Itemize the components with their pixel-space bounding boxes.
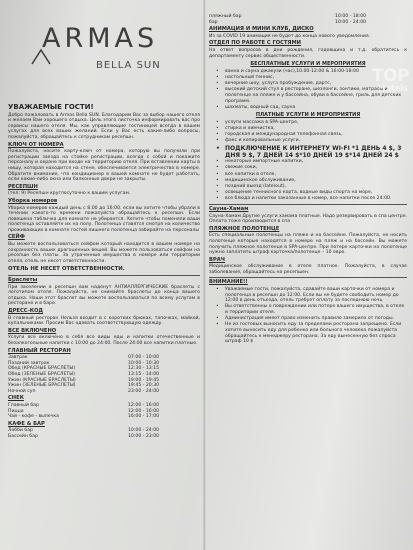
greeting-heading: УВАЖАЕМЫЕ ГОСТИ!	[8, 103, 94, 111]
table-row	[8, 414, 200, 420]
row-name: Поздний завтрак	[8, 360, 50, 366]
list-item: • шахматы, водный сад, сауна	[209, 105, 407, 111]
row-time: 19:45 - 20:30	[128, 383, 160, 389]
safe-text: Вы можете воспользоваться сейфом который находится в вашем номере на сохранность ваших драгоценных вещей. Вы можете пользоваться сейфом на ресепшн без платы. За утраченные имущества в номере или территории отеля, отель не несет ответственности.	[8, 242, 200, 264]
doctor-heading: ВРАЧ	[209, 256, 225, 263]
snack-heading: СНЕК	[8, 395, 24, 402]
list-item: • свежие соки,	[209, 165, 407, 171]
cafe-heading: КАФЕ & БАР	[8, 420, 45, 427]
table-row	[8, 389, 200, 395]
snack-table	[8, 403, 200, 420]
list-item: • Вы ответственны о повреждении или потере вашего имущества, в отеле и территории отеля.	[209, 304, 407, 315]
row-time: 10:00 - 23:00	[128, 433, 160, 439]
row-name: Бассейн бар	[8, 433, 38, 439]
row-name: Обед (КРАСНЫЕ БРАСЛЕТЫ)	[8, 366, 76, 372]
list-item: • стирка и химчистка,	[209, 126, 407, 132]
key-heading: КЛЮЧ ОТ НОМЕРА	[8, 141, 64, 148]
bar-hours-table	[209, 14, 407, 25]
sauna-heading: Сауна-Хамам	[209, 205, 249, 212]
row-name: Пицца	[8, 408, 24, 414]
row-name: пляжный бар	[209, 14, 242, 19]
row-name: Ночной суп	[8, 388, 36, 394]
cleaning-text: Уборка номеров каждый день с 8.00 до 16:00. если вы хотите чтобы убрали в течении какого-то времени пожалуйста обращайтесь к ресепшн. Если повешена табличка для комнате не убирается. Хотите чтобы поменяли ваши полотенца оставляйте их на полу. Полотенца ставятся смотря на количество проживающих в комнате гостей лишнего полотенца забирайте на персоналы	[8, 205, 200, 233]
cleaning-heading: Уборка номеров	[8, 197, 58, 204]
table-row	[8, 434, 200, 440]
wifi-item: • ПОДКЛЮЧЕНИЕ К ИНТЕРНЕТУ WI-FI *1 ДЕНЬ 4 $, 3 ДНЯ 9 $, 7 ДНЕЙ 14 $*10 ДНЕЙ 19 $*14 ДНЕЙ 24 $	[209, 145, 407, 159]
safe-heading: СЕЙФ	[8, 234, 25, 241]
divider	[8, 275, 200, 276]
guest-relations-heading: ОТДЕЛ ПО РАБОТЕ С ГОСТЯМИ	[209, 40, 302, 47]
free-services-heading: БЕСПЛАТНЫЕ УСЛУГИ И МЕРОПРИЯТИЯ	[250, 61, 366, 68]
row-name: Обед (ЗЕЛЕНЫЕ БРАСЛЕТЫ)	[8, 371, 76, 377]
watermark-line1: TOP	[371, 66, 409, 86]
list-item: • Не из гостевых выносить еду за пределами ресторана запрещено. Если хотите выносить еду для ребенка или больного человека пожалуйста обращайтесь к менеджеру ресторана. За еду вынесенную без спроса штраф 10 $	[209, 322, 407, 344]
all-inclusive-heading: ВСЕ ВКЛЮЧЕНО	[8, 327, 57, 334]
towel-text: Есть специальные полотенцы на пляже и на бассейне. Пожалуйста, не носить полотенце которые находятся в номере на пляж и на бассейн. Вы можете получить пляжное полотенце в SPA-центре. При потере карточки на полотенце нужно заплатить штраф карточка/полотенце – 10 евро.	[209, 233, 407, 256]
list-item: • факс и копировальные услуги,	[209, 138, 407, 144]
restaurant-table	[8, 355, 200, 394]
list-item: • ванна и сауна джакузи (час),10.00-12:00 & 16:00-18:00	[209, 69, 407, 75]
list-item: • высокий детский стул в ресторане, шезлонги, зонтики, матрасы и полотенце на пляже и у бассейна, обуви в бассейне, гриль для детских программ.	[209, 87, 407, 104]
guest-relations-text: На ответ вопросов в дни рождения, годовщина и т.д. обратитесь к департаменту сервис общественности.	[209, 47, 407, 59]
row-time: 19:00 - 19:45	[128, 377, 160, 383]
row-time: 12:00 - 16:00	[128, 408, 160, 414]
list-item: • все напитки в отеле,	[209, 172, 407, 178]
all-inclusive-text: Услуги все включено в себя все виды еды и напитки отечественные и безалкогольные напитки с 10:00 до 24:00. После 24:00 все напитки платные.	[8, 335, 200, 346]
row-time: 10:00 - 18:00	[335, 14, 367, 19]
row-name: Завтрак	[8, 355, 28, 361]
row-name: Ужин (ЗЕЛЕНЫЕ БРАСЛЕТЫ)	[8, 383, 76, 389]
row-time: 12:30 - 13:15	[128, 366, 160, 372]
table-row	[209, 20, 407, 26]
list-item: • медицинское обслуживание,	[209, 178, 407, 184]
left-content	[8, 105, 200, 439]
row-time: 12:00 - 16:00	[128, 402, 160, 408]
logo-sub-text: BELLA SUN	[96, 60, 161, 71]
right-content	[209, 14, 407, 345]
key-text: Пожалуйста, носите карту-ключ от номера, которую вы получили при регистрации заезда на стойке регистрации, всегда с собой и покажите персоналу и охране при входе на территорию отеля. При вставлении карты в нишу, которая находится на стене, обеспечивается электричество в номере. Обратите внимание, что кондиционер в вашей комнате не будет работать, если какие-либо окна или балконные двери не закрыты.	[8, 149, 200, 183]
dress-text: В главный ресторан Нельзя входит в с коротких брюках, тапочках, майкой, купальниками. Просим Вас одевать соответствующую одежду.	[8, 315, 200, 327]
list-item: • вечерние шоу, услуга пробуждение, дартс,	[209, 81, 407, 87]
animation-heading: АНИМАЦИЯ И МИНИ КЛУБ, ДИСКО	[209, 26, 314, 33]
list-item: • Администрация имеет право изменить правило замерило от погоды.	[209, 316, 407, 322]
list-item: • освещение теннисного корта, водные виды спорта на море,	[209, 190, 407, 196]
reception-text: (тел: 9) Ресепшн круглосуточно к вашим услугам.	[8, 191, 131, 197]
list-item: • городская и международная телефонная связь,	[209, 132, 407, 138]
row-name: бар	[209, 19, 218, 25]
sauna-text: Сауна-Хамам Другие услуги хамама платные. Надо резервировать в спа центре. Оплата тоже производится в спа	[209, 213, 407, 225]
cafe-table	[8, 428, 200, 439]
row-time: 10:00 - 24:00	[128, 428, 160, 434]
divider	[209, 204, 407, 205]
row-time: 13:15 - 14:00	[128, 371, 160, 377]
reception-heading: РЕСЕПШН	[8, 183, 38, 190]
row-name: Лобби бар	[8, 428, 33, 434]
row-name: Ужин (КРАСНЫЕ БРАСЛЕТЫ)	[8, 377, 76, 383]
liability-heading: ОТЕЛЬ НЕ НЕСЕТ ОТВЕТСТВЕННОСТИ.	[8, 266, 125, 273]
logo-main-text: ARMAS	[42, 23, 159, 54]
towel-heading: ПЛЯЖНОЕ ПОЛОТЕНЦЕ	[209, 225, 280, 232]
restaurant-heading: ГЛАВНЫЙ РЕСТОРАН	[8, 347, 71, 354]
row-time: 23:00 - 24:00	[128, 388, 160, 394]
list-item: • Уважаемые гости, пожалуйста, сдавайте ваши карточки от номера и полотенца в ресепшн до 12:00. Если вы не будете свободить номер до 12:00 в день отъезда, отель требует оплату за последнюю ночь.	[209, 287, 407, 304]
list-item: • некоторые импортные напитки,	[209, 159, 407, 165]
row-time: 16:00 - 17:00	[128, 414, 160, 420]
animation-text: Из за COVID 19 анимация не будет до конца нового уведомления.	[209, 33, 371, 39]
list-item: • настольный теннис,	[209, 75, 407, 81]
paid-services-heading: ПЛАТНЫЕ УСЛУГИ И МЕРОПРИЯТИЯ	[255, 112, 361, 119]
intro-text: Добро пожаловать в Armas Bella SUN. Благодарим Вас за выбор нашего отеля и желаем Вам хорошего отдыха. Цель этого листочка информировать вас про сервисы нашего отеля. Мы, как управляющие гостиницей всегда в вашем услугах для всех ваших желаний. Если у Вас есть какие-либо вопросы, пожалуйста, обращайтесь к сотрудникам ресепшн.	[8, 112, 200, 140]
watermark-line2: Hotels	[377, 84, 408, 94]
dress-heading: ДРЕСС-КОД	[8, 308, 44, 314]
bracelet-text: При заселении в ресепшн вам наденут АНТИАЛЛЕРГИЧЕСКИЕ браслеты с логотипом отеля. Пожалуйста, не снимайте браслеты до конца вашего отдыха. Наши этот браслет вы можете воспользоваться по всему услугам в ресторане и в баре.	[8, 284, 200, 307]
bracelet-heading: Браслеты	[8, 277, 38, 284]
row-name: Чай - кофе - выпечка	[8, 414, 59, 420]
row-name: Главный бар	[8, 402, 39, 408]
list-item: • услуги массажа в SPA-центре,	[209, 120, 407, 126]
hotel-logo	[30, 23, 180, 76]
page-fold	[203, 0, 206, 550]
row-time: 10:00 - 10:30	[128, 360, 160, 366]
row-time: 10:00 - 24:00	[335, 19, 367, 25]
doctor-text: Медицинское обслуживание в отеле платное. Пожалуйста, в случае заболевания, обращайтесь на ресепшен.	[209, 264, 407, 275]
list-item: • поздний выезд (late\out),	[209, 184, 407, 190]
row-time: 07:00 - 10:00	[128, 355, 160, 361]
list-item: • все блюда и напитки заказанные в номер, все напитки после 24:00.	[209, 196, 407, 202]
divider	[209, 277, 407, 278]
attention-heading: ВНИМАНИЕ!!	[209, 279, 248, 286]
